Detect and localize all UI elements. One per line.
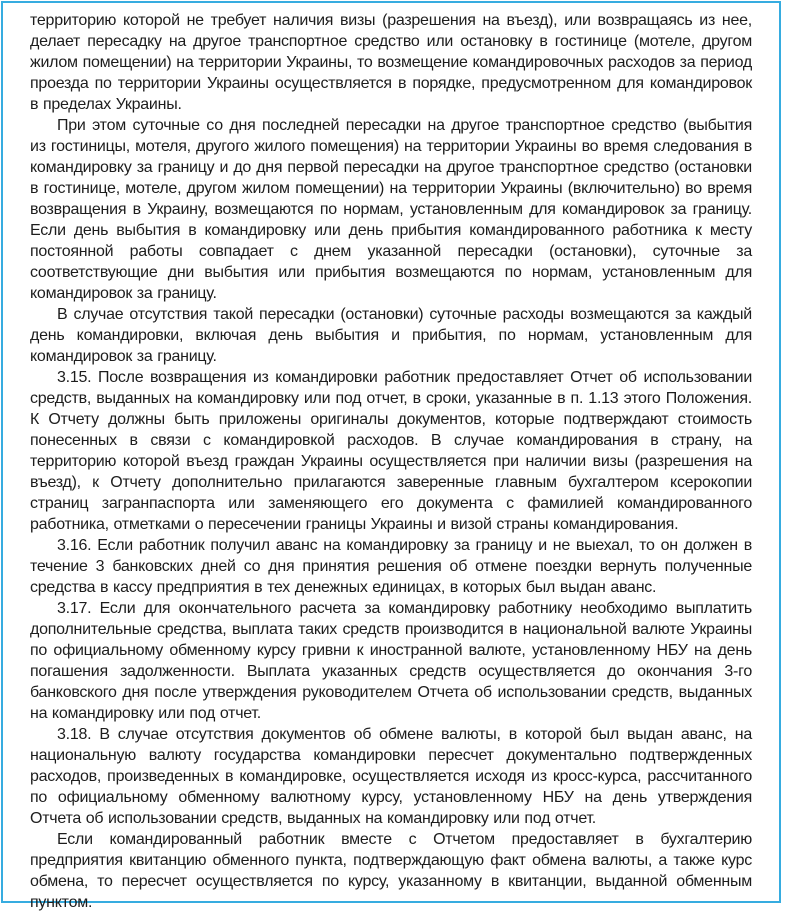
paragraph: 3.18. В случае отсутствия документов об обмене валюты, в которой был выдан аванс, на национальную валюту государства командировки пересчет документально подтвержденных расходов, произведенных в командировке, осуществляется исходя из кросс-курса, рассчитанного по официальному обменному валютному курсу, установленному НБУ на день утверждения Отчета об использовании средств, выданных на командировку или под отчет. <box>30 726 752 827</box>
paragraph: территорию которой не требует наличия визы (разрешения на въезд), или возвращаясь из нее, делает пересадку на другое транспортное средство или остановку в гостинице (мотеле, другом жилом помещении) на территории Украины, то возмещение командировочных расходов за период проезда по территории Украины осуществляется в порядке, предусмотренном для командировок в пределах Украины. <box>30 12 752 113</box>
paragraph: 3.15. После возвращения из командировки работник предоставляет Отчет об использовании средств, выданных на командировку или под отчет, в сроки, указанные в п. 1.13 этого Положения. К Отчету должны быть приложены оригиналы документов, которые подтверждают стоимость понесенных в связи с командировкой расходов. В случае командирования в страну, на территорию которой въезд граждан Украины осуществляется при наличии визы (разрешения на въезд), к Отчету дополнительно прилагаются заверенные главным бухгалтером ксерокопии страниц загранпаспорта или заменяющего его документа с фамилией командированного работника, отметками о пересечении границы Украины и визой страны командирования. <box>30 369 752 533</box>
paragraph: 3.16. Если работник получил аванс на командировку за границу и не выехал, то он должен в течение 3 банковских дней со дня принятия решения об отмене поездки вернуть полученные средства в кассу предприятия в тех денежных единицах, в которых был выдан аванс. <box>30 537 752 596</box>
paragraph: При этом суточные со дня последней пересадки на другое транспортное средство (выбытия из гостиницы, мотеля, другого жилого помещения) на территории Украины во время следования в командировку за границу и до дня первой пересадки на другое транспортное средство (остановки в гостинице, мотеле, другом жилом помещении) на территории Украины (включительно) во время возвращения в Украину, возмещаются по нормам, установленным для командировок за границу. Если день выбытия в командировку или день прибытия командированного работника к месту постоянной работы совпадает с днем указанной пересадки (остановки), суточные за соответствующие дни выбытия или прибытия возмещаются по нормам, установленным для командировок за границу. <box>30 117 752 302</box>
paragraph: Если командированный работник вместе с Отчетом предоставляет в бухгалтерию предприятия квитанцию обменного пункта, подтверждающую факт обмена валюты, а также курс обмена, то пересчет осуществляется по курсу, указанному в квитанции, выданной обменным пунктом. <box>30 831 752 911</box>
document-text-block <box>3 3 779 913</box>
paragraph: В случае отсутствия такой пересадки (остановки) суточные расходы возмещаются за каждый день командировки, включая день выбытия и прибытия, по нормам, установленным для командировок за границу. <box>30 306 752 365</box>
paragraph: 3.17. Если для окончательного расчета за командировку работнику необходимо выплатить дополнительные средства, выплата таких средств производится в национальной валюте Украины по официальному обменному курсу гривни к иностранной валюте, установленному НБУ на день погашения задолженности. Выплата указанных средств осуществляется до окончания 3-го банковского дня после утверждения руководителем Отчета об использовании средств, выданных на командировку или под отчет. <box>30 600 752 722</box>
document-page <box>1 1 781 911</box>
